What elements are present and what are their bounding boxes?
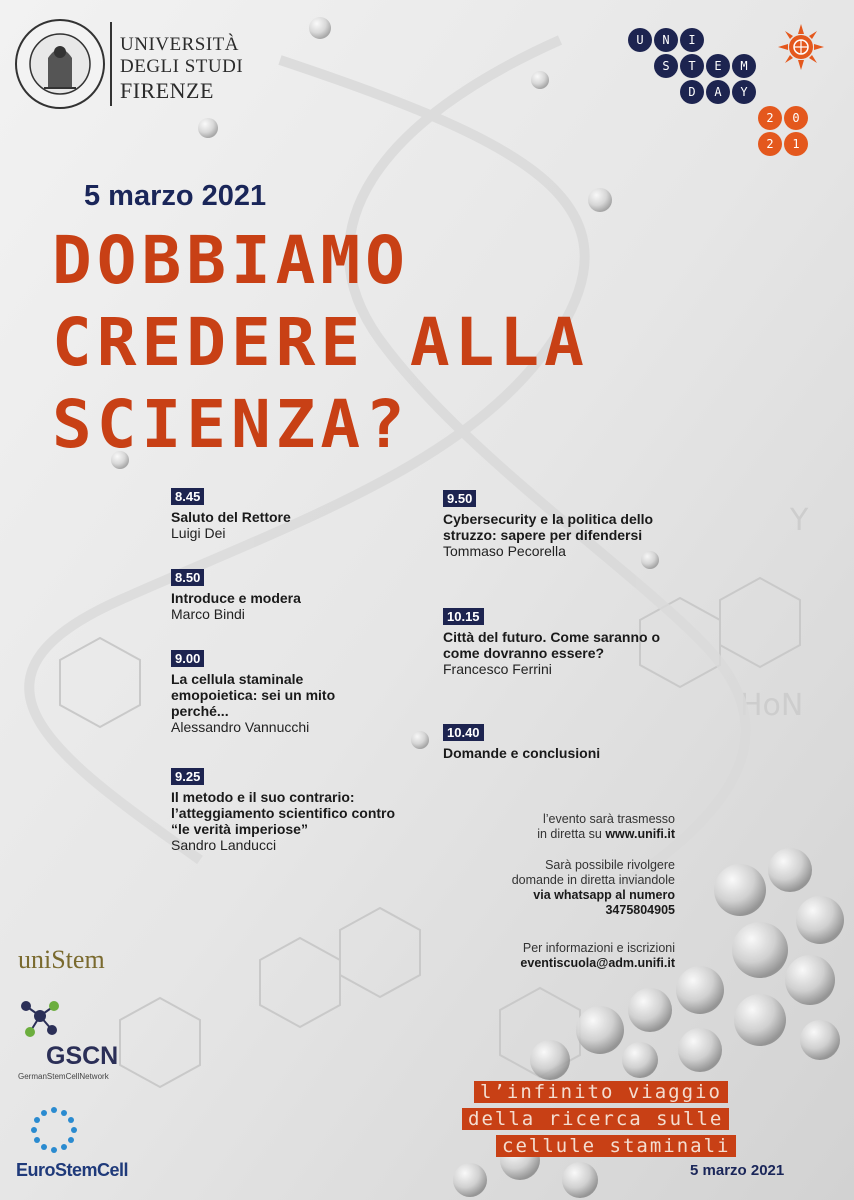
time-badge: 8.50 xyxy=(171,569,204,586)
whatsapp-label: via whatsapp al numero xyxy=(533,888,675,902)
program-speaker: Marco Bindi xyxy=(171,606,245,622)
eurostemcell-dots-icon xyxy=(24,1104,84,1160)
program-speaker: Francesco Ferrini xyxy=(443,661,552,677)
questions-info xyxy=(470,858,675,918)
badge-letter: I xyxy=(680,28,704,52)
eurostemcell-logo-text: EuroStemCell xyxy=(16,1160,129,1180)
time-badge: 8.45 xyxy=(171,488,204,505)
questions-line1: Sarà possibile rivolgere xyxy=(545,858,675,872)
program-item xyxy=(443,724,673,761)
program-title: Domande e conclusioni xyxy=(443,745,601,761)
badge-letter: 2 xyxy=(758,106,782,130)
program-speaker: Alessandro Vannucchi xyxy=(171,719,310,735)
program-item xyxy=(171,488,431,541)
badge-row-stem xyxy=(654,54,758,80)
badge-row-uni xyxy=(628,28,706,54)
banner-line2: della ricerca sulle xyxy=(462,1108,729,1130)
university-seal-logo xyxy=(14,18,106,110)
badge-letter: M xyxy=(732,54,756,78)
contact-line: Per informazioni e iscrizioni xyxy=(522,941,675,955)
program-title: Introduce e modera xyxy=(171,590,301,606)
svg-text:HoN: HoN xyxy=(740,688,804,723)
gscn-logo-subtitle: GermanStemCellNetwork xyxy=(18,1072,109,1081)
program-title: Cybersecurity e la politica dello struzzo: sapere per difendersi xyxy=(443,511,654,543)
main-title-line3: SCIENZA? xyxy=(52,386,410,463)
badge-row-20 xyxy=(758,106,810,132)
badge-letter: 0 xyxy=(784,106,808,130)
phone-number xyxy=(470,903,675,918)
program-item xyxy=(171,569,431,622)
questions-line2: domande in diretta inviandole xyxy=(511,873,675,887)
program-title: Città del futuro. Come saranno o come dovranno essere? xyxy=(443,629,661,661)
badge-row-21 xyxy=(758,132,810,158)
badge-letter: E xyxy=(706,54,730,78)
badge-letter: D xyxy=(680,80,704,104)
stream-line2 xyxy=(470,827,675,842)
program-title: Saluto del Rettore xyxy=(171,509,291,525)
program-item xyxy=(443,608,673,677)
svg-text:Y: Y xyxy=(790,503,809,538)
time-badge: 9.25 xyxy=(171,768,204,785)
banner-line1: l’infinito viaggio xyxy=(474,1081,728,1103)
program-speaker: Sandro Landucci xyxy=(171,837,277,853)
main-title-line1: DOBBIAMO xyxy=(52,222,410,299)
university-name-line2: DEGLI STUDI xyxy=(120,56,244,77)
stream-prefix: in diretta su xyxy=(537,827,602,841)
program-speaker: Tommaso Pecorella xyxy=(443,543,566,559)
sun-icon xyxy=(776,22,826,72)
time-badge: 9.50 xyxy=(443,490,476,507)
unistem-logo: uniStem xyxy=(18,945,105,974)
badge-letter: A xyxy=(706,80,730,104)
program-item xyxy=(443,490,673,559)
email-link[interactable]: eventiscuola@adm.unifi.it xyxy=(520,956,675,970)
stream-line1: l’evento sarà trasmesso xyxy=(542,812,675,826)
badge-letter: 2 xyxy=(758,132,782,156)
badge-letter: N xyxy=(654,28,678,52)
time-badge: 10.40 xyxy=(443,724,484,741)
program-title: Il metodo e il suo contrario: l’atteggiamento scientifico contro “le verità imperiose” xyxy=(171,789,396,837)
questions-line3 xyxy=(470,888,675,903)
banner-line3: cellule staminali xyxy=(496,1135,736,1157)
badge-letter: 1 xyxy=(784,132,808,156)
university-name-line3: FIRENZE xyxy=(120,78,214,103)
badge-letter: S xyxy=(654,54,678,78)
gscn-logo-text: GSCN xyxy=(46,1042,119,1070)
time-badge: 10.15 xyxy=(443,608,484,625)
contact-info xyxy=(470,941,675,971)
main-title-line2: CREDERE ALLA xyxy=(52,304,589,381)
contact-email xyxy=(470,956,675,971)
badge-row-day xyxy=(680,80,758,106)
program-item xyxy=(171,768,411,853)
program-item xyxy=(171,650,391,735)
gscn-network-icon xyxy=(16,996,64,1044)
phone-value[interactable]: 3475804905 xyxy=(605,903,675,917)
badge-letter: T xyxy=(680,54,704,78)
unistem-day-badge xyxy=(628,28,828,160)
stream-url-link[interactable]: www.unifi.it xyxy=(605,827,675,841)
event-date: 5 marzo 2021 xyxy=(84,180,267,212)
badge-letter: Y xyxy=(732,80,756,104)
badge-letter: U xyxy=(628,28,652,52)
time-badge: 9.00 xyxy=(171,650,204,667)
program-title: La cellula staminale emopoietica: sei un mito perché... xyxy=(171,671,336,719)
streaming-info xyxy=(470,812,675,842)
banner-date: 5 marzo 2021 xyxy=(690,1162,785,1179)
program-speaker: Luigi Dei xyxy=(171,525,226,541)
logo-divider xyxy=(110,22,112,106)
university-name-line1: UNIVERSITÀ xyxy=(120,34,239,55)
